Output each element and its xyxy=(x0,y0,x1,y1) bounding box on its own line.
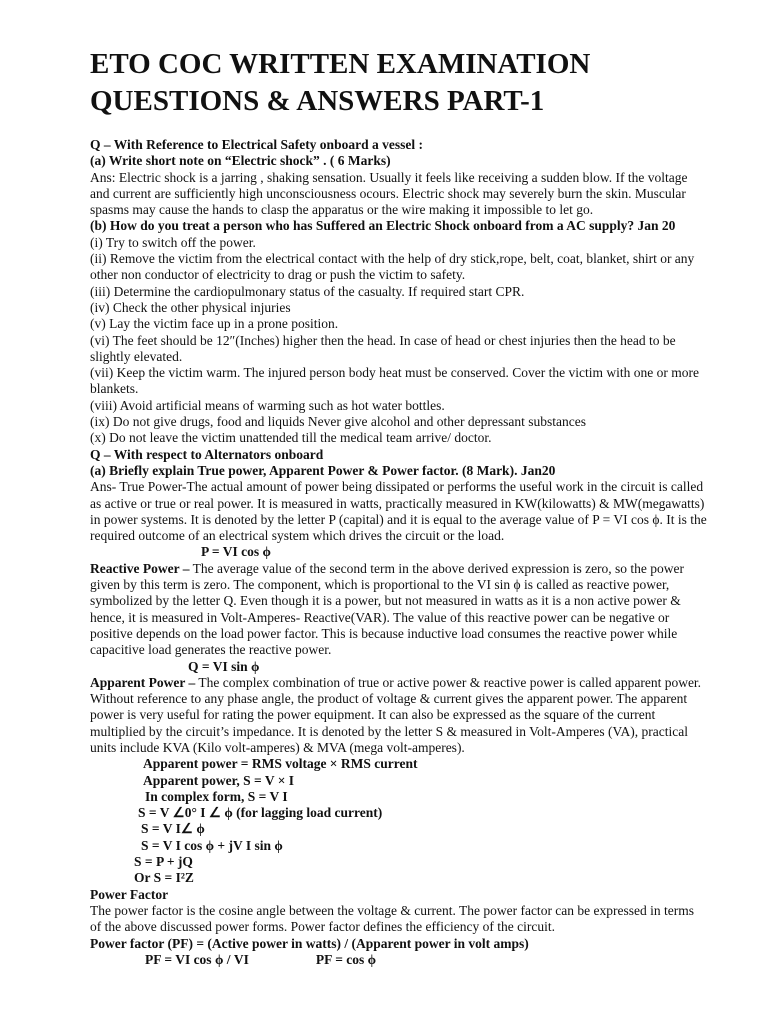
line-text: S = V ∠0° I ∠ ϕ (for lagging load current) xyxy=(138,805,383,821)
heading-line xyxy=(90,137,738,153)
line-text: (iii) Determine the cardiopulmonary status of the casualty. If required start CPR. xyxy=(90,283,525,299)
line-text: blankets. xyxy=(90,381,139,397)
text-line xyxy=(90,284,738,300)
text-line xyxy=(90,707,738,723)
line-text: The average value of the second term in the above derived expression is zero, so the power xyxy=(189,560,685,576)
text-line xyxy=(90,202,738,218)
formula-line xyxy=(90,789,738,805)
text-line xyxy=(90,365,738,381)
heading-line xyxy=(90,153,738,169)
line-text: other non conductor of electricity to drag or push the victim to safety. xyxy=(90,267,466,283)
line-text: and current are sufficiently high unconsciousness ocours. Electric shock may severely burn the skin. Muscular xyxy=(90,185,686,201)
text-line xyxy=(90,479,738,495)
line-text: as active or true or real power. It is measured in watts, practically measured in KW(kilowatts) & MW(megawatts) xyxy=(90,495,705,511)
line-text: (v) Lay the victim face up in a prone position. xyxy=(90,316,339,332)
text-line xyxy=(90,903,738,919)
text-line xyxy=(90,333,738,349)
formula-line xyxy=(90,544,738,560)
line-text: Power Factor xyxy=(90,886,169,902)
line-text: hence, it is measured in Volt-Amperes- Reactive(VAR). The value of this reactive power can be negative or xyxy=(90,609,670,625)
text-line xyxy=(90,919,738,935)
text-line xyxy=(90,740,738,756)
text-line xyxy=(90,349,738,365)
line-text: (vi) The feet should be 12″(Inches) higher then the head. In case of head or chest injuries then the head to be xyxy=(90,332,676,348)
text-line xyxy=(90,381,738,397)
formula-line xyxy=(90,870,738,886)
heading-line xyxy=(90,936,738,952)
text-line xyxy=(90,235,738,251)
text-line xyxy=(90,267,738,283)
formula-line xyxy=(90,773,738,789)
formula-line xyxy=(90,952,738,968)
term-heading: Reactive Power – xyxy=(90,560,190,576)
line-text: PF = VI cos ϕ / VI xyxy=(145,951,249,967)
formula-line xyxy=(90,756,738,772)
text-line xyxy=(90,512,738,528)
line-text: (viii) Avoid artificial means of warming such as hot water bottles. xyxy=(90,397,445,413)
line-text-2: PF = cos ϕ xyxy=(315,951,377,967)
title-line-2: QUESTIONS & ANSWERS PART-1 xyxy=(90,85,545,117)
line-text: Q – With respect to Alternators onboard xyxy=(90,446,324,462)
text-line xyxy=(90,675,738,691)
formula-line xyxy=(90,854,738,870)
text-line xyxy=(90,251,738,267)
formula-line xyxy=(90,659,738,675)
formula-line xyxy=(90,821,738,837)
heading-line xyxy=(90,447,738,463)
line-text: Apparent power = RMS voltage × RMS current xyxy=(143,756,418,772)
line-text: power is very useful for rating the power equipment. It can also be expressed as the square of the current xyxy=(90,707,656,723)
text-line xyxy=(90,642,738,658)
line-text: slightly elevated. xyxy=(90,348,183,364)
line-text: (x) Do not leave the victim unattended till the medical team arrive/ doctor. xyxy=(90,430,492,446)
text-line xyxy=(90,430,738,446)
formula-line xyxy=(90,805,738,821)
line-text: symbolized by the letter Q. Even though it is a power, but not measured in watts as it is a non active power & xyxy=(90,593,681,609)
line-text: Power factor (PF) = (Active power in watts) / (Apparent power in volt amps) xyxy=(90,935,529,951)
text-line xyxy=(90,593,738,609)
line-text: The power factor is the cosine angle between the voltage & current. The power factor can be expressed in terms xyxy=(90,902,695,918)
line-text: multiplied by the circuit’s impedance. It is denoted by the letter S & measured in Volt-Amperes (VA), practical xyxy=(90,723,688,739)
heading-line xyxy=(90,463,738,479)
line-text: (b) How do you treat a person who has Suffered an Electric Shock onboard from a AC supply? Jan 20 xyxy=(90,218,676,234)
term-heading: Apparent Power – xyxy=(90,674,196,690)
line-text: units include KVA (Kilo volt-amperes) & MVA (mega volt-amperes). xyxy=(90,739,465,755)
document-body xyxy=(90,137,738,968)
text-line xyxy=(90,610,738,626)
line-text: S = P + jQ xyxy=(134,854,193,870)
line-text: P = VI cos ϕ xyxy=(201,544,271,560)
line-text: Or S = I²Z xyxy=(134,870,194,886)
line-text: (ix) Do not give drugs, food and liquids Never give alcohol and other depressant substances xyxy=(90,414,587,430)
text-line xyxy=(90,398,738,414)
formula-line xyxy=(90,838,738,854)
title-line-1: ETO COC WRITTEN EXAMINATION xyxy=(90,48,591,80)
line-text: Without reference to any phase angle, the product of voltage & current gives the apparent power. The apparent xyxy=(90,691,688,707)
line-text: spasms may cause the hands to clasp the apparatus or the wire making it impossible to let go. xyxy=(90,202,594,218)
line-text: in power systems. It is denoted by the letter P (capital) and it is equal to the average value of P = VI cos ϕ. It is the xyxy=(90,511,707,527)
line-text: Apparent power, S = V × I xyxy=(143,772,295,788)
line-text: Q – With Reference to Electrical Safety onboard a vessel : xyxy=(90,137,423,152)
text-line xyxy=(90,626,738,642)
text-line xyxy=(90,577,738,593)
line-text: (vii) Keep the victim warm. The injured person body heat must be conserved. Cover the victim with one or more xyxy=(90,365,699,381)
text-line xyxy=(90,414,738,430)
line-text: (iv) Check the other physical injuries xyxy=(90,299,291,315)
line-text: (a) Briefly explain True power, Apparent Power & Power factor. (8 Mark). Jan20 xyxy=(90,462,556,478)
text-line xyxy=(90,528,738,544)
line-text: Ans- True Power-The actual amount of power being dissipated or performs the useful work in the circuit is called xyxy=(90,479,704,495)
text-line xyxy=(90,170,738,186)
line-text: required outcome of an electrical system which drives the circuit or the load. xyxy=(90,528,505,544)
line-text: (a) Write short note on “Electric shock” . ( 6 Marks) xyxy=(90,153,391,169)
text-line xyxy=(90,300,738,316)
line-text: Ans: Electric shock is a jarring , shaking sensation. Usually it feels like receiving a sudden blow. If the voltage xyxy=(90,169,688,185)
line-text: capacitive load generates the reactive power. xyxy=(90,642,332,658)
text-line xyxy=(90,724,738,740)
text-line xyxy=(90,316,738,332)
line-text: The complex combination of true or active power & reactive power is called apparent power. xyxy=(195,674,702,690)
line-text: S = V I cos ϕ + jV I sin ϕ xyxy=(141,837,283,853)
text-line xyxy=(90,691,738,707)
text-line xyxy=(90,186,738,202)
line-text: positive depends on the load power factor. This is because inductive load consumes the reactive power while xyxy=(90,625,678,641)
heading-line xyxy=(90,218,738,234)
text-line xyxy=(90,496,738,512)
text-line xyxy=(90,561,738,577)
line-text: of the above discussed power forms. Power factor defines the efficiency of the circuit. xyxy=(90,919,555,935)
line-text: given by this term is zero. The component, which is proportional to the VI sin ϕ is called as reactive power, xyxy=(90,577,670,593)
line-text: S = V I∠ ϕ xyxy=(141,821,205,837)
line-text: (i) Try to switch off the power. xyxy=(90,234,256,250)
page-title xyxy=(90,46,738,120)
line-text: Q = VI sin ϕ xyxy=(188,658,260,674)
heading-line xyxy=(90,887,738,903)
line-text: In complex form, S = V I xyxy=(145,788,288,804)
line-text: (ii) Remove the victim from the electrical contact with the help of dry stick,rope, belt, coat, blanket, shirt or any xyxy=(90,251,695,267)
